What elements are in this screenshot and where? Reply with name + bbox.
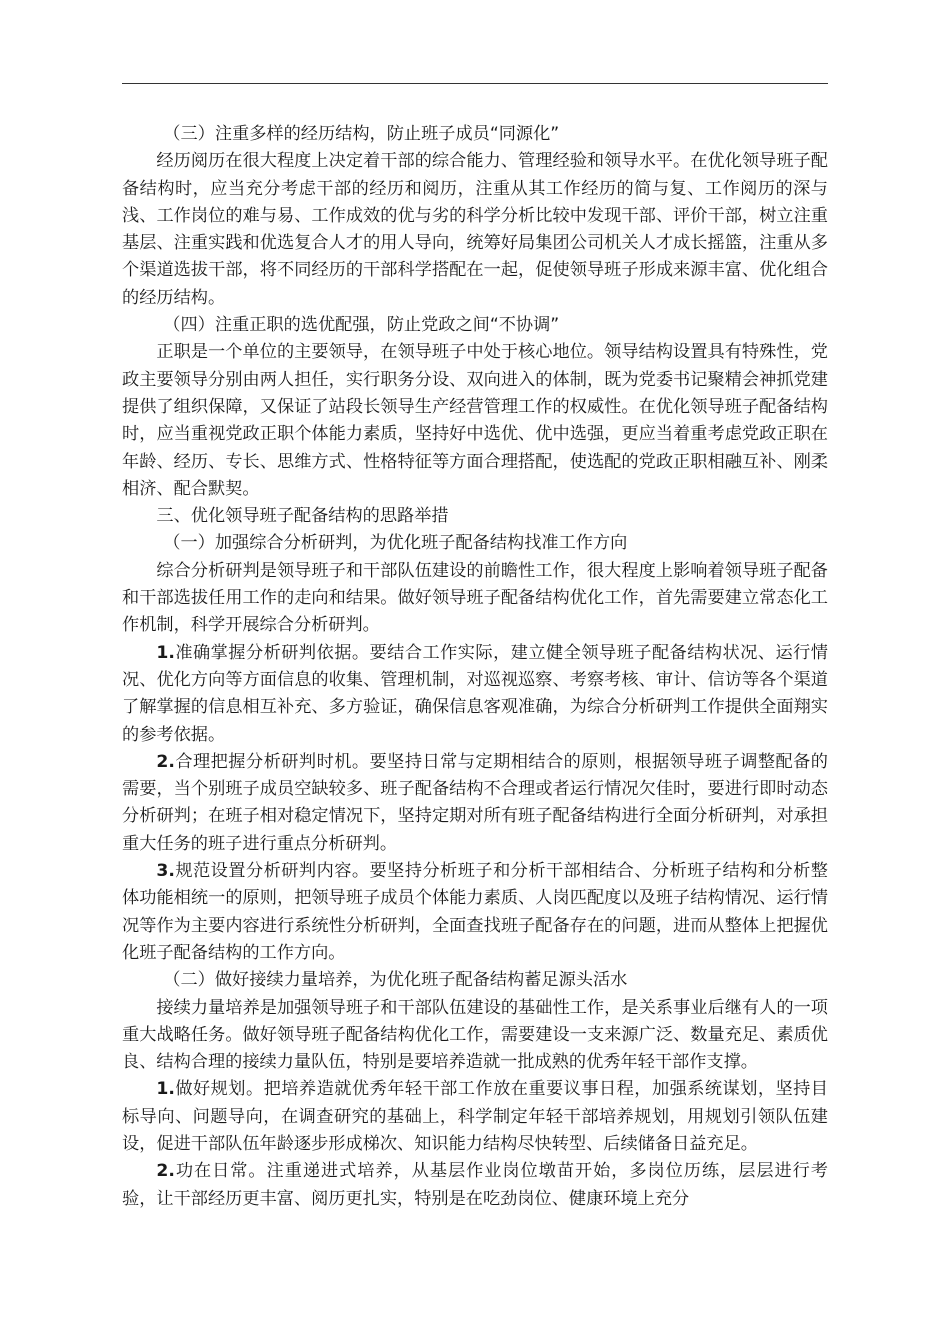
item-text: 功在日常。注重递进式培养，从基层作业岗位墩苗开始，多岗位历练，层层进行考验，让干部经历更丰富、阅历更扎实，特别是在吃劲岗位、健康环境上充分 [122, 1161, 828, 1209]
document-body [122, 121, 828, 1213]
item-text: 准确掌握分析研判依据。要结合工作实际，建立健全领导班子配备结构状况、运行情况、优化方向等方面信息的收集、管理机制，对巡视巡察、考察考核、审计、信访等各个渠道了解掌握的信息相互补充、多方验证，确保信息客观准确，为综合分析研判工作提供全面翔实的参考依据。 [122, 642, 828, 745]
chapter-heading: 三、优化领导班子配备结构的思路举措 [156, 506, 449, 527]
section-heading-2: （二）做好接续力量培养，为优化班子配备结构蓄足源头活水 [163, 970, 628, 991]
body-paragraph: 综合分析研判是领导班子和干部队伍建设的前瞻性工作，很大程度上影响着领导班子配备和干部选拔任用工作的走向和结果。做好领导班子配备结构优化工作，首先需要建立常态化工作机制，科学开展综合分析研判。 [122, 560, 828, 636]
body-paragraph: 正职是一个单位的主要领导，在领导班子中处于核心地位。领导结构设置具有特殊性，党政主要领导分别由两人担任，实行职务分设、双向进入的体制，既为党委书记聚精会神抓党建提供了组织保障，又保证了站段长领导生产经营管理工作的权威性。在优化领导班子配备结构时，应当重视党政正职个体能力素质，坚持好中选优、优中选强，更应当着重考虑党政正职在年龄、经历、专长、思维方式、性格特征等方面合理搭配，使选配的党政正职相融互补、刚柔相济、配合默契。 [122, 342, 828, 499]
item-number: 1. [156, 642, 175, 663]
item-text: 规范设置分析研判内容。要坚持分析班子和分析干部相结合、分析班子结构和分析整体功能相统一的原则，把领导班子成员个体能力素质、人岗匹配度以及班子结构情况、运行情况等作为主要内容进行系统性分析研判，全面查找班子配备存在的问题，进而从整体上把握优化班子配备结构的工作方向。 [122, 861, 828, 963]
numbered-paragraph [122, 1076, 828, 1158]
item-number: 3. [156, 861, 175, 882]
numbered-paragraph [122, 640, 828, 749]
section-heading-1: （一）加强综合分析研判，为优化班子配备结构找准工作方向 [163, 533, 628, 554]
item-text: 做好规划。把培养造就优秀年轻干部工作放在重要议事日程，加强系统谋划，坚持目标导向、问题导向，在调查研究的基础上，科学制定年轻干部培养规划，用规划引领队伍建设，促进干部队伍年龄逐步形成梯次、知识能力结构尽快转型、后续储备日益充足。 [122, 1079, 828, 1154]
section-heading-3: （三）注重多样的经历结构，防止班子成员“同源化” [163, 124, 560, 144]
body-paragraph: 接续力量培养是加强领导班子和干部队伍建设的基础性工作，是关系事业后继有人的一项重大战略任务。做好领导班子配备结构优化工作，需要建设一支来源广泛、数量充足、素质优良、结构合理的接续力量队伍，特别是要培养造就一批成熟的优秀年轻干部作支撑。 [122, 997, 828, 1073]
item-text: 合理把握分析研判时机。要坚持日常与定期相结合的原则，根据领导班子调整配备的需要，当个别班子成员空缺较多、班子配备结构不合理或者运行情况欠佳时，要进行即时动态分析研判；在班子相对稳定情况下，坚持定期对所有班子配备结构进行全面分析研判，对承担重大任务的班子进行重点分析研判。 [122, 751, 828, 854]
body-paragraph: 经历阅历在很大程度上决定着干部的综合能力、管理经验和领导水平。在优化领导班子配备结构时，应当充分考虑干部的经历和阅历，注重从其工作经历的简与复、工作阅历的深与浅、工作岗位的难与易、工作成效的优与劣的科学分析比较中发现干部、评价干部，树立注重基层、注重实践和优选复合人才的用人导向，统筹好局集团公司机关人才成长摇篮，注重从多个渠道选拔干部，将不同经历的干部科学搭配在一起，促使领导班子形成来源丰富、优化组合的经历结构。 [122, 151, 828, 308]
header-rule [122, 83, 828, 84]
item-number: 2. [156, 751, 175, 772]
item-number: 1. [156, 1079, 175, 1100]
item-number: 2. [156, 1161, 175, 1182]
numbered-paragraph [122, 1158, 828, 1213]
section-heading-4: （四）注重正职的选优配强，防止党政之间“不协调” [163, 315, 560, 336]
numbered-paragraph [122, 749, 828, 858]
numbered-paragraph [122, 858, 828, 967]
